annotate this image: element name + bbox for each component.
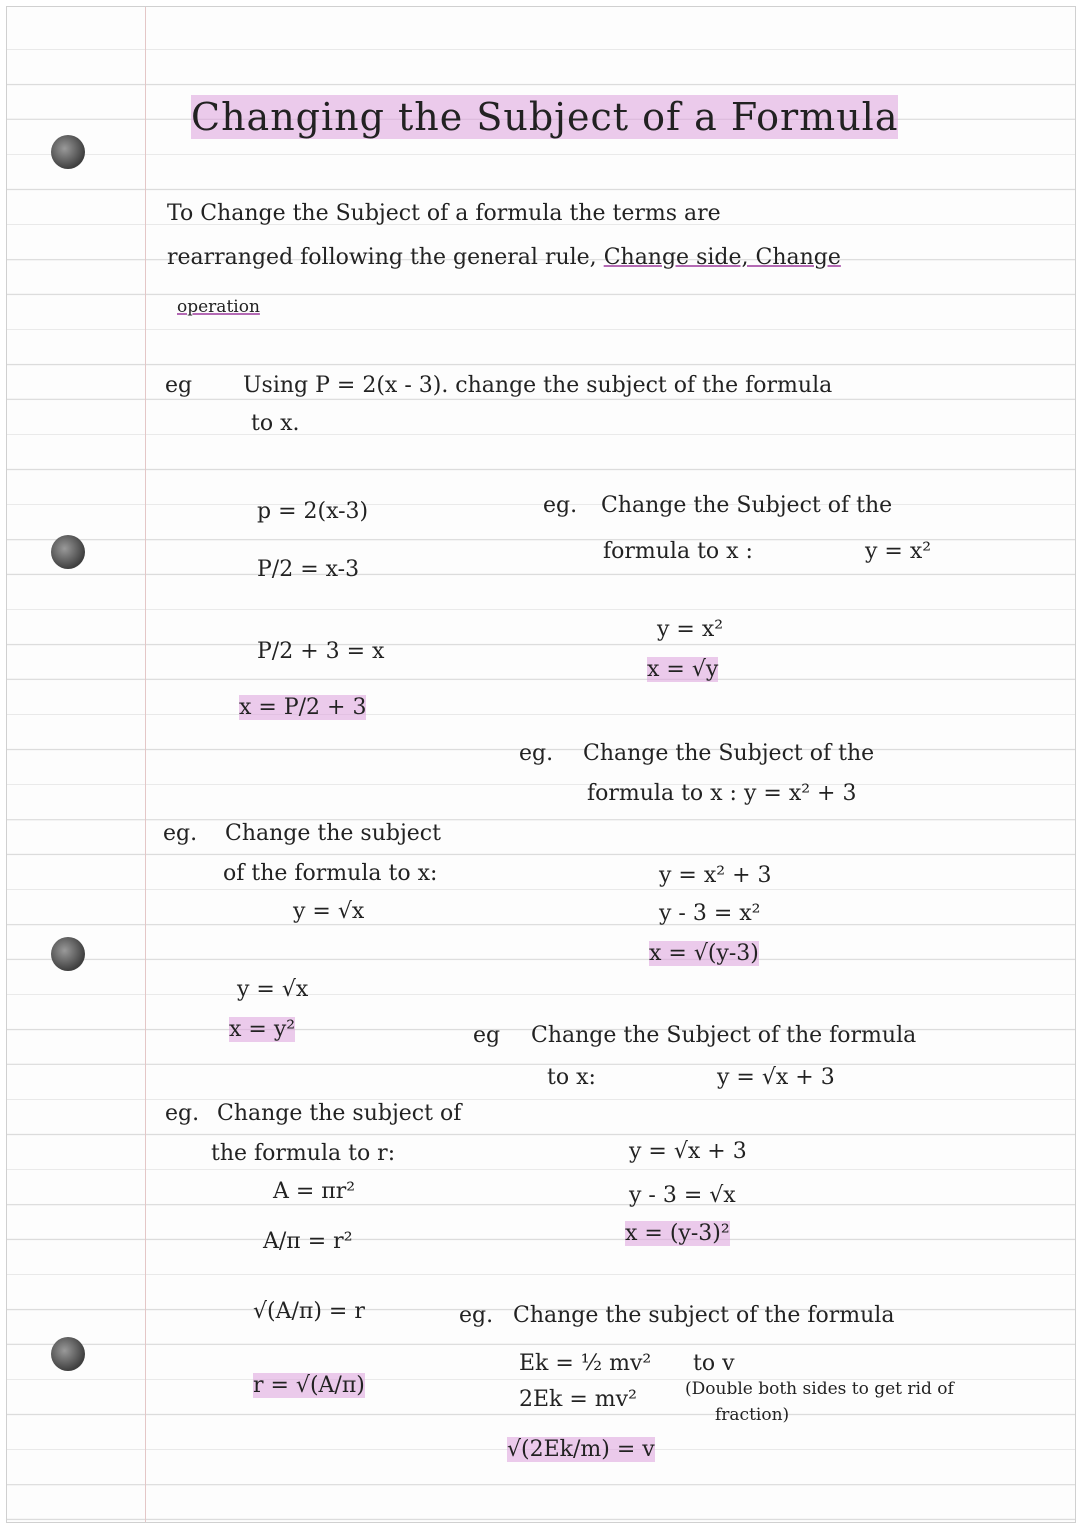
ex2-text-2: formula to x : bbox=[603, 539, 753, 564]
ex5-answer: x = (y-3)² bbox=[625, 1221, 730, 1246]
ex1-step: P/2 + 3 = x bbox=[257, 639, 385, 664]
ex5-label: eg bbox=[473, 1023, 501, 1048]
margin-line bbox=[145, 7, 146, 1522]
notebook-page bbox=[6, 6, 1076, 1523]
ex6-text-1: Change the subject of bbox=[217, 1101, 462, 1126]
ex5-text-1: Change the Subject of the formula bbox=[531, 1023, 917, 1048]
ex6-step: A/π = r² bbox=[263, 1229, 353, 1254]
ex3-text-2: formula to x : y = x² + 3 bbox=[587, 781, 857, 806]
ex4-formula: y = √x bbox=[293, 899, 365, 924]
punch-hole bbox=[51, 937, 85, 971]
ex3-answer: x = √(y-3) bbox=[649, 941, 759, 966]
ex3-step: y - 3 = x² bbox=[659, 901, 761, 926]
ex5-step: y = √x + 3 bbox=[629, 1139, 747, 1164]
ex5-formula: y = √x + 3 bbox=[717, 1065, 835, 1090]
ex1-step: p = 2(x-3) bbox=[257, 499, 369, 524]
ex7-to-v: to v bbox=[693, 1351, 735, 1376]
ex5-text-2: to x: bbox=[547, 1065, 596, 1090]
ex6-text-2: the formula to r: bbox=[211, 1141, 396, 1166]
ex1-label: eg bbox=[165, 373, 193, 398]
ex7-text-1: Change the subject of the formula bbox=[513, 1303, 895, 1328]
ex3-step: y = x² + 3 bbox=[659, 863, 772, 888]
ex2-formula: y = x² bbox=[865, 539, 932, 564]
ex3-label: eg. bbox=[519, 741, 554, 766]
intro-line-3: operation bbox=[177, 297, 260, 317]
page-title: Changing the Subject of a Formula bbox=[191, 95, 899, 139]
ex6-step: √(A/π) = r bbox=[253, 1299, 365, 1324]
ex4-text-1: Change the subject bbox=[225, 821, 441, 846]
ex2-label: eg. bbox=[543, 493, 578, 518]
ex4-answer: x = y² bbox=[229, 1017, 296, 1042]
ex5-step: y - 3 = √x bbox=[629, 1183, 736, 1208]
ex7-note-1: (Double both sides to get rid of bbox=[685, 1379, 954, 1399]
ex4-label: eg. bbox=[163, 821, 198, 846]
ex4-step: y = √x bbox=[237, 977, 309, 1002]
punch-hole bbox=[51, 535, 85, 569]
ex7-step: Ek = ½ mv² bbox=[519, 1351, 652, 1376]
ex7-label: eg. bbox=[459, 1303, 494, 1328]
ex6-answer: r = √(A/π) bbox=[253, 1373, 365, 1398]
ex7-note-2: fraction) bbox=[715, 1405, 790, 1425]
ex3-text-1: Change the Subject of the bbox=[583, 741, 875, 766]
ex1-text-1: Using P = 2(x - 3). change the subject of the formula bbox=[243, 373, 833, 398]
ex2-answer: x = √y bbox=[647, 657, 719, 682]
ex1-answer: x = P/2 + 3 bbox=[239, 695, 367, 720]
ex7-answer: √(2Ek/m) = v bbox=[507, 1437, 655, 1462]
ex4-text-2: of the formula to x: bbox=[223, 861, 438, 886]
ex6-label: eg. bbox=[165, 1101, 200, 1126]
intro-rule: Change side, Change bbox=[603, 245, 841, 270]
intro-line-1: To Change the Subject of a formula the terms are bbox=[167, 201, 721, 226]
punch-hole bbox=[51, 1337, 85, 1371]
ex1-text-2: to x. bbox=[251, 411, 300, 436]
ex2-text-1: Change the Subject of the bbox=[601, 493, 893, 518]
intro-line-2 bbox=[167, 245, 841, 270]
ex2-step: y = x² bbox=[657, 617, 724, 642]
punch-hole bbox=[51, 135, 85, 169]
ex1-step: P/2 = x-3 bbox=[257, 557, 360, 582]
ex7-step: 2Ek = mv² bbox=[519, 1387, 637, 1412]
intro-line-2-start: rearranged following the general rule, bbox=[167, 245, 597, 270]
ex6-step: A = πr² bbox=[273, 1179, 356, 1204]
